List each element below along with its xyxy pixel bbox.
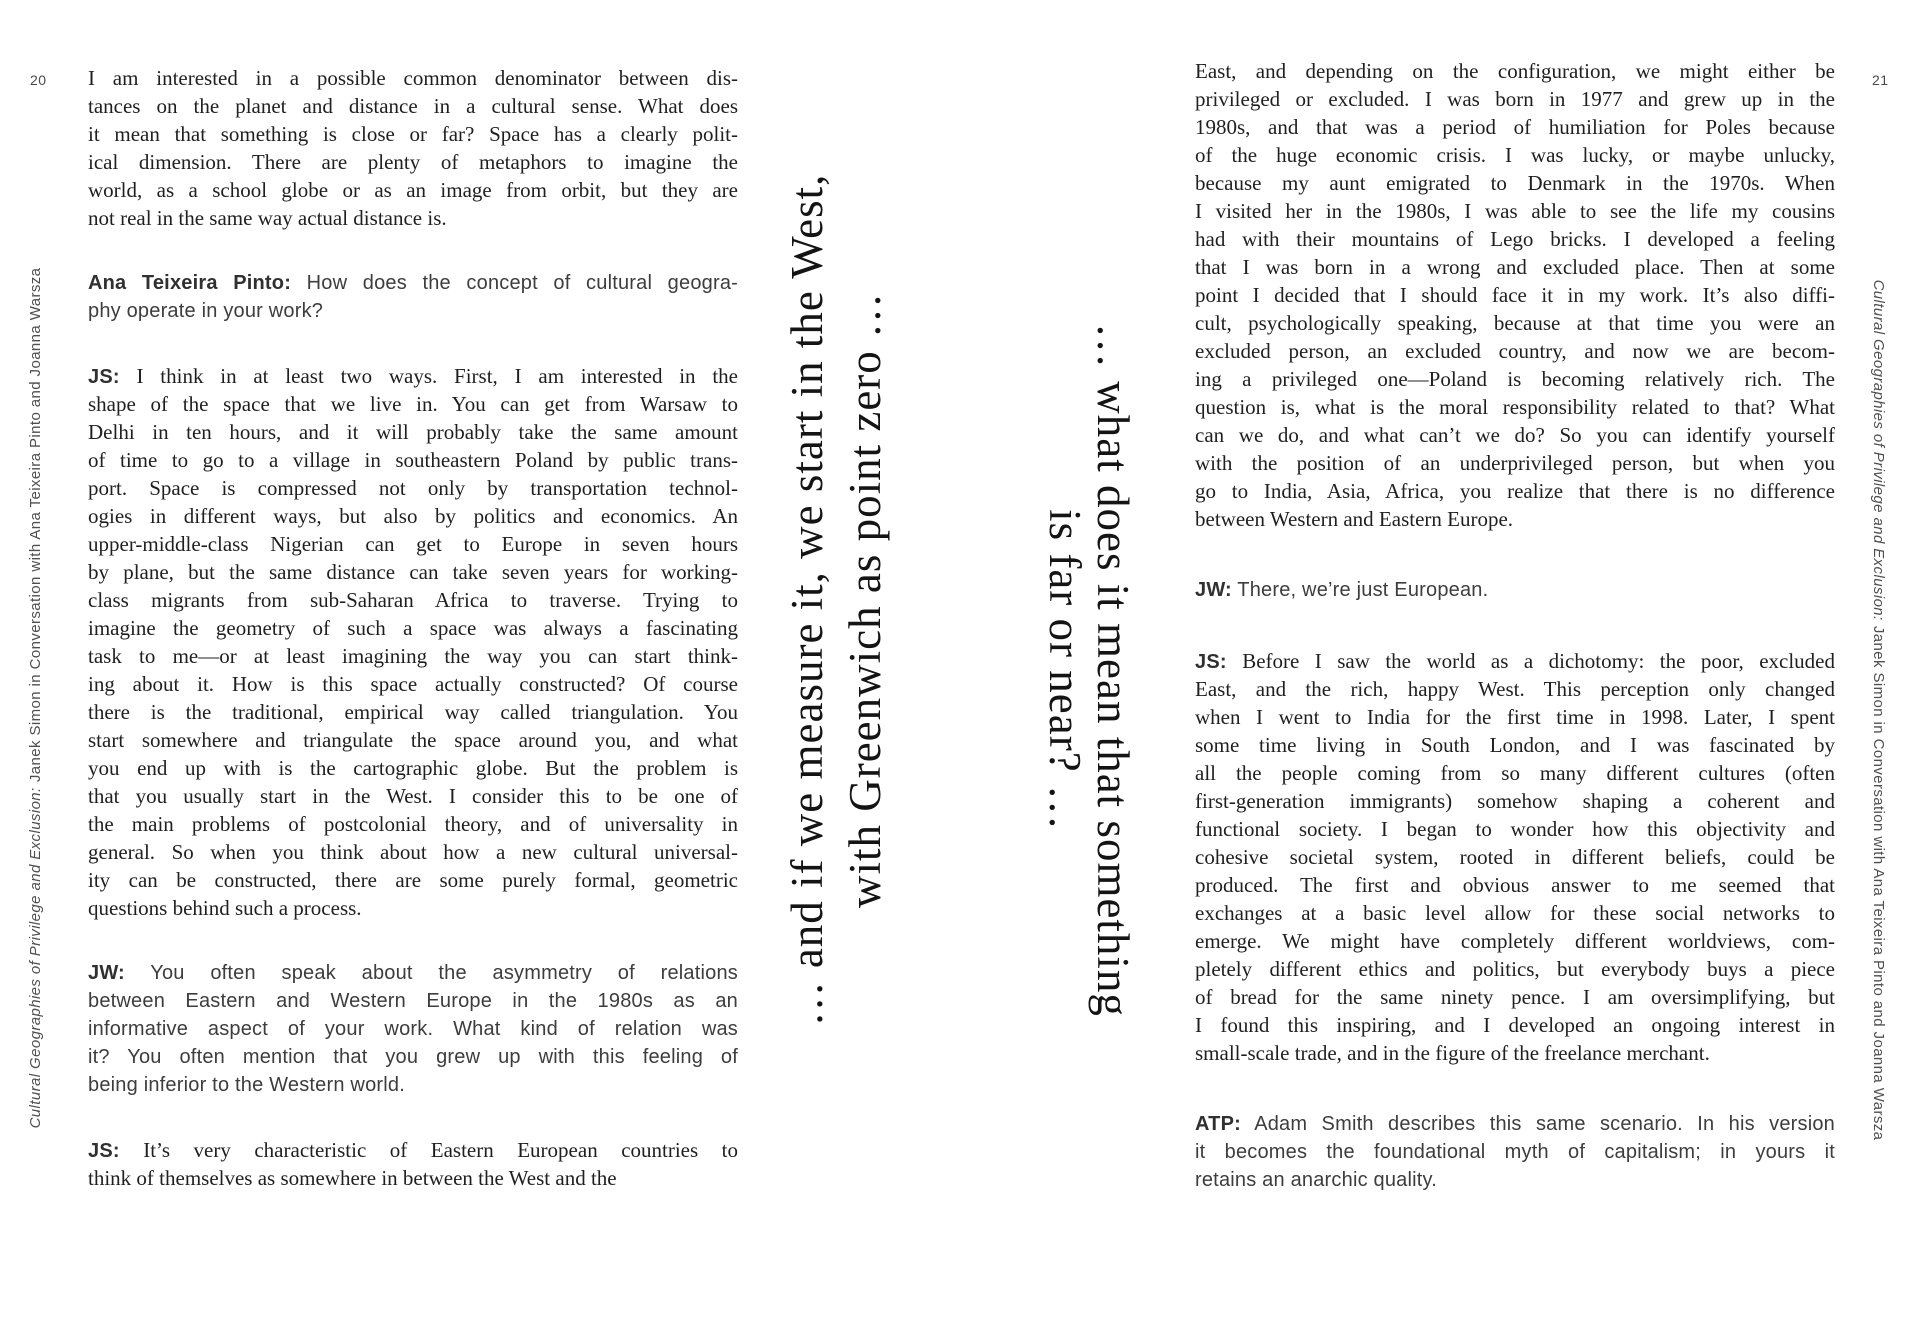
paragraph-line: privileged or excluded. I was born in 1977 and grew up in the (1195, 87, 1835, 111)
paragraph-line: class migrants from sub-Saharan Africa to traverse. Trying to (88, 588, 738, 612)
paragraph-line: point I decided that I should face it in my work. It’s also diffi- (1195, 283, 1835, 307)
paragraph-line: ical dimension. There are plenty of metaphors to imagine the (88, 150, 738, 174)
speaker-label: JS: (1195, 651, 1227, 673)
paragraph-line: I found this inspiring, and I developed an ongoing interest in (1195, 1013, 1835, 1037)
paragraph-line: shape of the space that we live in. You can get from Warsaw to (88, 392, 738, 416)
paragraph-line: the main problems of postcolonial theory, and of universality in (88, 812, 738, 836)
paragraph-line: East, and the rich, happy West. This perception only changed (1195, 677, 1835, 701)
paragraph-line: ATP: Adam Smith describes this same scenario. In his version (1195, 1113, 1835, 1135)
pull-quote-line: with Greenwich as point zero … (840, 291, 890, 909)
paragraph-line: think of themselves as somewhere in between the West and the (88, 1166, 617, 1190)
paragraph (1195, 576, 1835, 604)
paragraph-line: phy operate in your work? (88, 300, 324, 322)
paragraph-line: ing about it. How is this space actually constructed? Of course (88, 672, 738, 696)
pull-quote-line: … and if we measure it, we start in the West, (782, 173, 832, 1027)
paragraph-line: upper-middle-class Nigerian can get to Europe in seven hours (88, 532, 738, 556)
paragraph-line: JW: There, we’re just European. (1195, 579, 1489, 601)
paragraph-line: Ana Teixeira Pinto: How does the concept of cultural geogra- (88, 272, 739, 294)
paragraph-line: port. Space is compressed not only by transportation technol- (88, 476, 738, 500)
paragraph (1195, 57, 1835, 533)
paragraph-line: ing a privileged one—Poland is becoming relatively rich. The (1195, 367, 1835, 391)
speaker-label: JW: (1195, 579, 1232, 601)
paragraph (88, 959, 738, 1099)
paragraph-line: first-generation immigrants) somehow shaping a coherent and (1195, 789, 1835, 813)
paragraph-line: when I went to India for the first time in 1998. Later, I spent (1195, 705, 1835, 729)
paragraph (88, 362, 738, 922)
paragraph-line: because my aunt emigrated to Denmark in the 1970s. When (1195, 171, 1835, 195)
paragraph-line: some time living in South London, and I was fascinated by (1195, 733, 1835, 757)
paragraph-line: go to India, Asia, Africa, you realize that there is no difference (1195, 479, 1835, 503)
paragraph-line: ogies in different ways, but also by politics and economics. An (88, 504, 738, 528)
paragraph-line: JS: Before I saw the world as a dichotomy: the poor, excluded (1195, 649, 1835, 673)
page-number-left: 20 (30, 72, 47, 88)
left-margin-title (27, 188, 45, 1208)
right-page-text-column (1195, 57, 1835, 1237)
paragraph-line: excluded person, an excluded country, and now we are becom- (1195, 339, 1835, 363)
paragraph-line: I visited her in the 1980s, I was able to see the life my cousins (1195, 199, 1835, 223)
paragraph-line: that I was born in a wrong and excluded place. Then at some (1195, 255, 1835, 279)
paragraph-line: East, and depending on the configuration, we might either be (1195, 59, 1835, 83)
paragraph-line: of time to go to a village in southeastern Poland by public trans- (88, 448, 738, 472)
pull-quote-greenwich (778, 100, 894, 1100)
paragraph-line: imagine the geometry of such a space was always a fascinating (88, 616, 738, 640)
paragraph-line: I am interested in a possible common denominator between dis- (88, 66, 738, 90)
paragraph-line: produced. The first and obvious answer to me seemed that (1195, 873, 1835, 897)
paragraph-line: ity can be constructed, there are some purely formal, geometric (88, 868, 738, 892)
paragraph-line: it becomes the foundational myth of capitalism; in yours it (1195, 1141, 1835, 1163)
paragraph-line: world, as a school globe or as an image from orbit, but they are (88, 178, 738, 202)
paragraph-line: JW: You often speak about the asymmetry of relations (88, 962, 738, 984)
speaker-label: ATP: (1195, 1113, 1241, 1135)
paragraph-line: all the people coming from so many different cultures (often (1195, 761, 1835, 785)
page-number-right: 21 (1872, 72, 1889, 88)
paragraph-line: emerge. We might have completely different worldviews, com- (1195, 929, 1835, 953)
paragraph-line: it mean that something is close or far? Space has a clearly polit- (88, 122, 738, 146)
paragraph-line: retains an anarchic quality. (1195, 1169, 1438, 1191)
paragraph-line: general. So when you think about how a new cultural universal- (88, 840, 738, 864)
margin-title-regular: Janek Simon in Conversation with Ana Teixeira Pinto and Joanna Warsza (27, 267, 44, 783)
paragraph-line: tances on the planet and distance in a cultural sense. What does (88, 94, 738, 118)
paragraph-line: question is, what is the moral responsibility related to that? What (1195, 395, 1835, 419)
speaker-label: Ana Teixeira Pinto: (88, 272, 292, 294)
paragraph-line: by plane, but the same distance can take seven years for working- (88, 560, 738, 584)
speaker-label: JS: (88, 1140, 120, 1162)
paragraph-line: task to me—or at least imagining the way you can start think- (88, 644, 738, 668)
right-margin-title (1869, 200, 1887, 1220)
paragraph-line: cult, psychologically speaking, because at that time you were an (1195, 311, 1835, 335)
paragraph-line: not real in the same way actual distance is. (88, 206, 447, 230)
paragraph-line: small-scale trade, and in the figure of the freelance merchant. (1195, 1041, 1710, 1065)
paragraph-line: informative aspect of your work. What kind of relation was (88, 1018, 738, 1040)
paragraph-line: with the position of an underprivileged person, but when you (1195, 451, 1835, 475)
paragraph-line: questions behind such a process. (88, 896, 362, 920)
paragraph (88, 64, 738, 232)
paragraph-line: had with their mountains of Lego bricks. I developed a feeling (1195, 227, 1835, 251)
margin-title-regular: Janek Simon in Conversation with Ana Teixeira Pinto and Joanna Warsza (1870, 625, 1887, 1141)
paragraph-line: you end up with is the cartographic globe. But the problem is (88, 756, 738, 780)
paragraph-line: it? You often mention that you grew up with this feeling of (88, 1046, 738, 1068)
paragraph (1195, 1110, 1835, 1194)
paragraph-line: of bread for the same ninety pence. I am oversimplifying, but (1195, 985, 1835, 1009)
paragraph-line: functional society. I began to wonder how this objectivity and (1195, 817, 1835, 841)
paragraph (1195, 647, 1835, 1067)
paragraph-line: JS: It’s very characteristic of Eastern European countries to (88, 1138, 738, 1162)
paragraph-line: Delhi in ten hours, and it will probably take the same amount (88, 420, 738, 444)
paragraph-line: exchanges at a basic level allow for these social networks to (1195, 901, 1835, 925)
paragraph-line: cohesive societal system, rooted in different beliefs, could be (1195, 845, 1835, 869)
left-page-text-column (88, 64, 738, 1192)
pull-quote-line: is far or near? … (1040, 509, 1090, 831)
margin-title-italic: Cultural Geographies of Privilege and Exclusion: (27, 787, 44, 1129)
paragraph (88, 269, 738, 325)
pull-quote-line: … what does it mean that something (1088, 323, 1138, 1017)
paragraph-line: between Western and Eastern Europe. (1195, 507, 1514, 531)
paragraph-line: pletely different ethics and politics, but everybody buys a piece (1195, 957, 1835, 981)
paragraph-line: JS: I think in at least two ways. First, I am interested in the (88, 364, 738, 388)
paragraph-line: there is the traditional, empirical way called triangulation. You (88, 700, 738, 724)
speaker-label: JW: (88, 962, 125, 984)
paragraph-line: that you usually start in the West. I consider this to be one of (88, 784, 738, 808)
paragraph-line: start somewhere and triangulate the space around you, and what (88, 728, 738, 752)
paragraph-line: being inferior to the Western world. (88, 1074, 405, 1096)
paragraph-line: can we do, and what can’t we do? So you can identify yourself (1195, 423, 1835, 447)
paragraph (88, 1136, 738, 1192)
paragraph-line: between Eastern and Western Europe in the 1980s as an (88, 990, 738, 1012)
paragraph-line: 1980s, and that was a period of humiliation for Poles because (1195, 115, 1835, 139)
pull-quote-far-or-near (1041, 240, 1137, 1100)
paragraph-line: of the huge economic crisis. I was lucky, or maybe unlucky, (1195, 143, 1835, 167)
speaker-label: JS: (88, 366, 120, 388)
margin-title-italic: Cultural Geographies of Privilege and Exclusion: (1870, 279, 1887, 621)
